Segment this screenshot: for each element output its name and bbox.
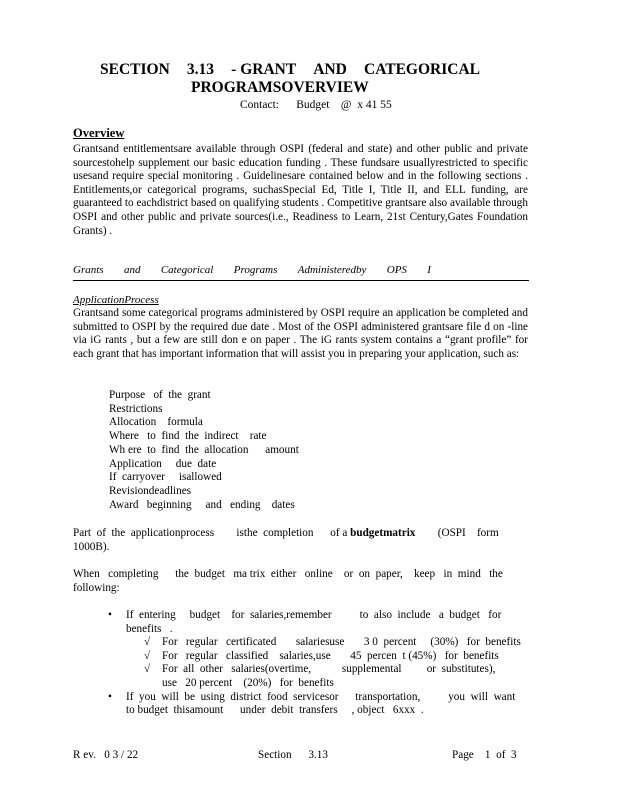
check-text: For all other salaries(overtime, supplemental or substitutes), use 20 percent (20%) for benefits (162, 663, 510, 689)
grants-heading-word: I (427, 264, 431, 276)
bullet-item (108, 609, 528, 636)
list-item: Revisiondeadlines (109, 484, 192, 497)
grant-profile-list (109, 389, 299, 512)
grants-heading-word: Grants (73, 264, 104, 276)
title-line-1 (100, 61, 480, 79)
title-word: 3.13 (186, 61, 215, 78)
overview-paragraph: Grantsand entitlementsare available through OSPI (federal and state) and other public and private sourcestohelp supplement our basic education funding . These fundsare usuallyrestricted to specific usesand require special monitoring . Guidelinesare contained below and in the following sections . Entitlements,or categorical programs, suchasSpecial Ed, Title I, Title II, and ELL funding, are guaranteed to eachdistrict based on qualifying students . Competitive grantsare also available through OSPI and other public and private sources(i.e., Readiness to Learn, 21st Century,Gates Foundation Grants) . (73, 143, 528, 237)
application-paragraph: Grantsand some categorical programs administered by OSPI require an application be completed and submitted to OSPI by the required due date . Most of the OSPI administered grantsare file d on -line via iG rants , but a few are still don e on paper . The iG rants system contains a “grant profile” for each grant that has important information that will assist you in preparing your application, such as: (73, 307, 528, 360)
budget-matrix-paragraph (73, 527, 513, 554)
grants-heading (73, 264, 431, 276)
contact-line: Contact: Budget @ x 41 55 (240, 99, 392, 111)
application-process-heading: ApplicationProcess (73, 294, 159, 306)
check-item (108, 636, 528, 650)
budget-matrix-term: budgetmatrix (350, 527, 416, 539)
bullet-icon: • (108, 690, 112, 703)
list-item: Application due date (109, 457, 217, 470)
overview-heading: Overview (73, 126, 125, 140)
title-word: AND (313, 61, 347, 78)
list-item: If carryover isallowed (109, 471, 222, 484)
list-item: Purpose of the grant (109, 389, 211, 401)
title-line-2: PROGRAMSOVERVIEW (191, 79, 369, 96)
budget-matrix-text-end: (OSPI form 1000B). (73, 527, 502, 553)
title-word: - GRANT (231, 61, 297, 78)
list-item: Where to find the indirect rate (109, 430, 267, 443)
grants-heading-word: OPS (386, 264, 407, 276)
check-item (108, 663, 528, 690)
list-item: Allocation formula (109, 416, 203, 429)
grants-heading-word: Categorical (160, 264, 214, 276)
bullet-text: If you will be using district food servicesor transportation, you will want to budget thisamount under debit transfers , object 6xxx . (126, 690, 524, 717)
grants-heading-word: Programs (233, 264, 278, 276)
title-word: CATEGORICAL (364, 61, 480, 78)
grants-heading-word: and (123, 264, 141, 276)
section-title (100, 61, 480, 97)
title-word: SECTION (100, 61, 170, 78)
grants-heading-word: Administeredby (297, 264, 367, 276)
benefits-bullet-list (108, 609, 528, 718)
bullet-icon: • (108, 609, 112, 621)
list-item: Restrictions (109, 402, 163, 415)
checkmark-icon: √ (144, 663, 151, 676)
list-item: Award beginning and ending dates (109, 498, 295, 511)
footer-page-number: Page 1 of 3 (452, 749, 517, 761)
when-completing-paragraph: When completing the budget ma trix either online or on paper, keep in mind the following: (73, 568, 506, 594)
budget-matrix-text: Part of the applicationprocess isthe completion of a (73, 527, 351, 539)
bullet-text: If entering budget for salaries,remember to also include a budget for benefits . (126, 609, 507, 635)
footer-revision: R ev. 0 3 / 22 (73, 749, 139, 761)
footer-section: Section 3.13 (258, 749, 328, 761)
check-text: For regular classified salaries,use 45 percen t (45%) for benefits (162, 649, 499, 662)
list-item: Wh ere to find the allocation amount (109, 443, 299, 456)
checkmark-icon: √ (144, 649, 151, 662)
check-text: For regular certificated salariesuse 3 0 percent (30%) for benefits (162, 636, 521, 649)
check-item (108, 650, 528, 664)
checkmark-icon: √ (144, 636, 151, 649)
section-divider (73, 280, 529, 281)
bullet-item (108, 691, 528, 718)
